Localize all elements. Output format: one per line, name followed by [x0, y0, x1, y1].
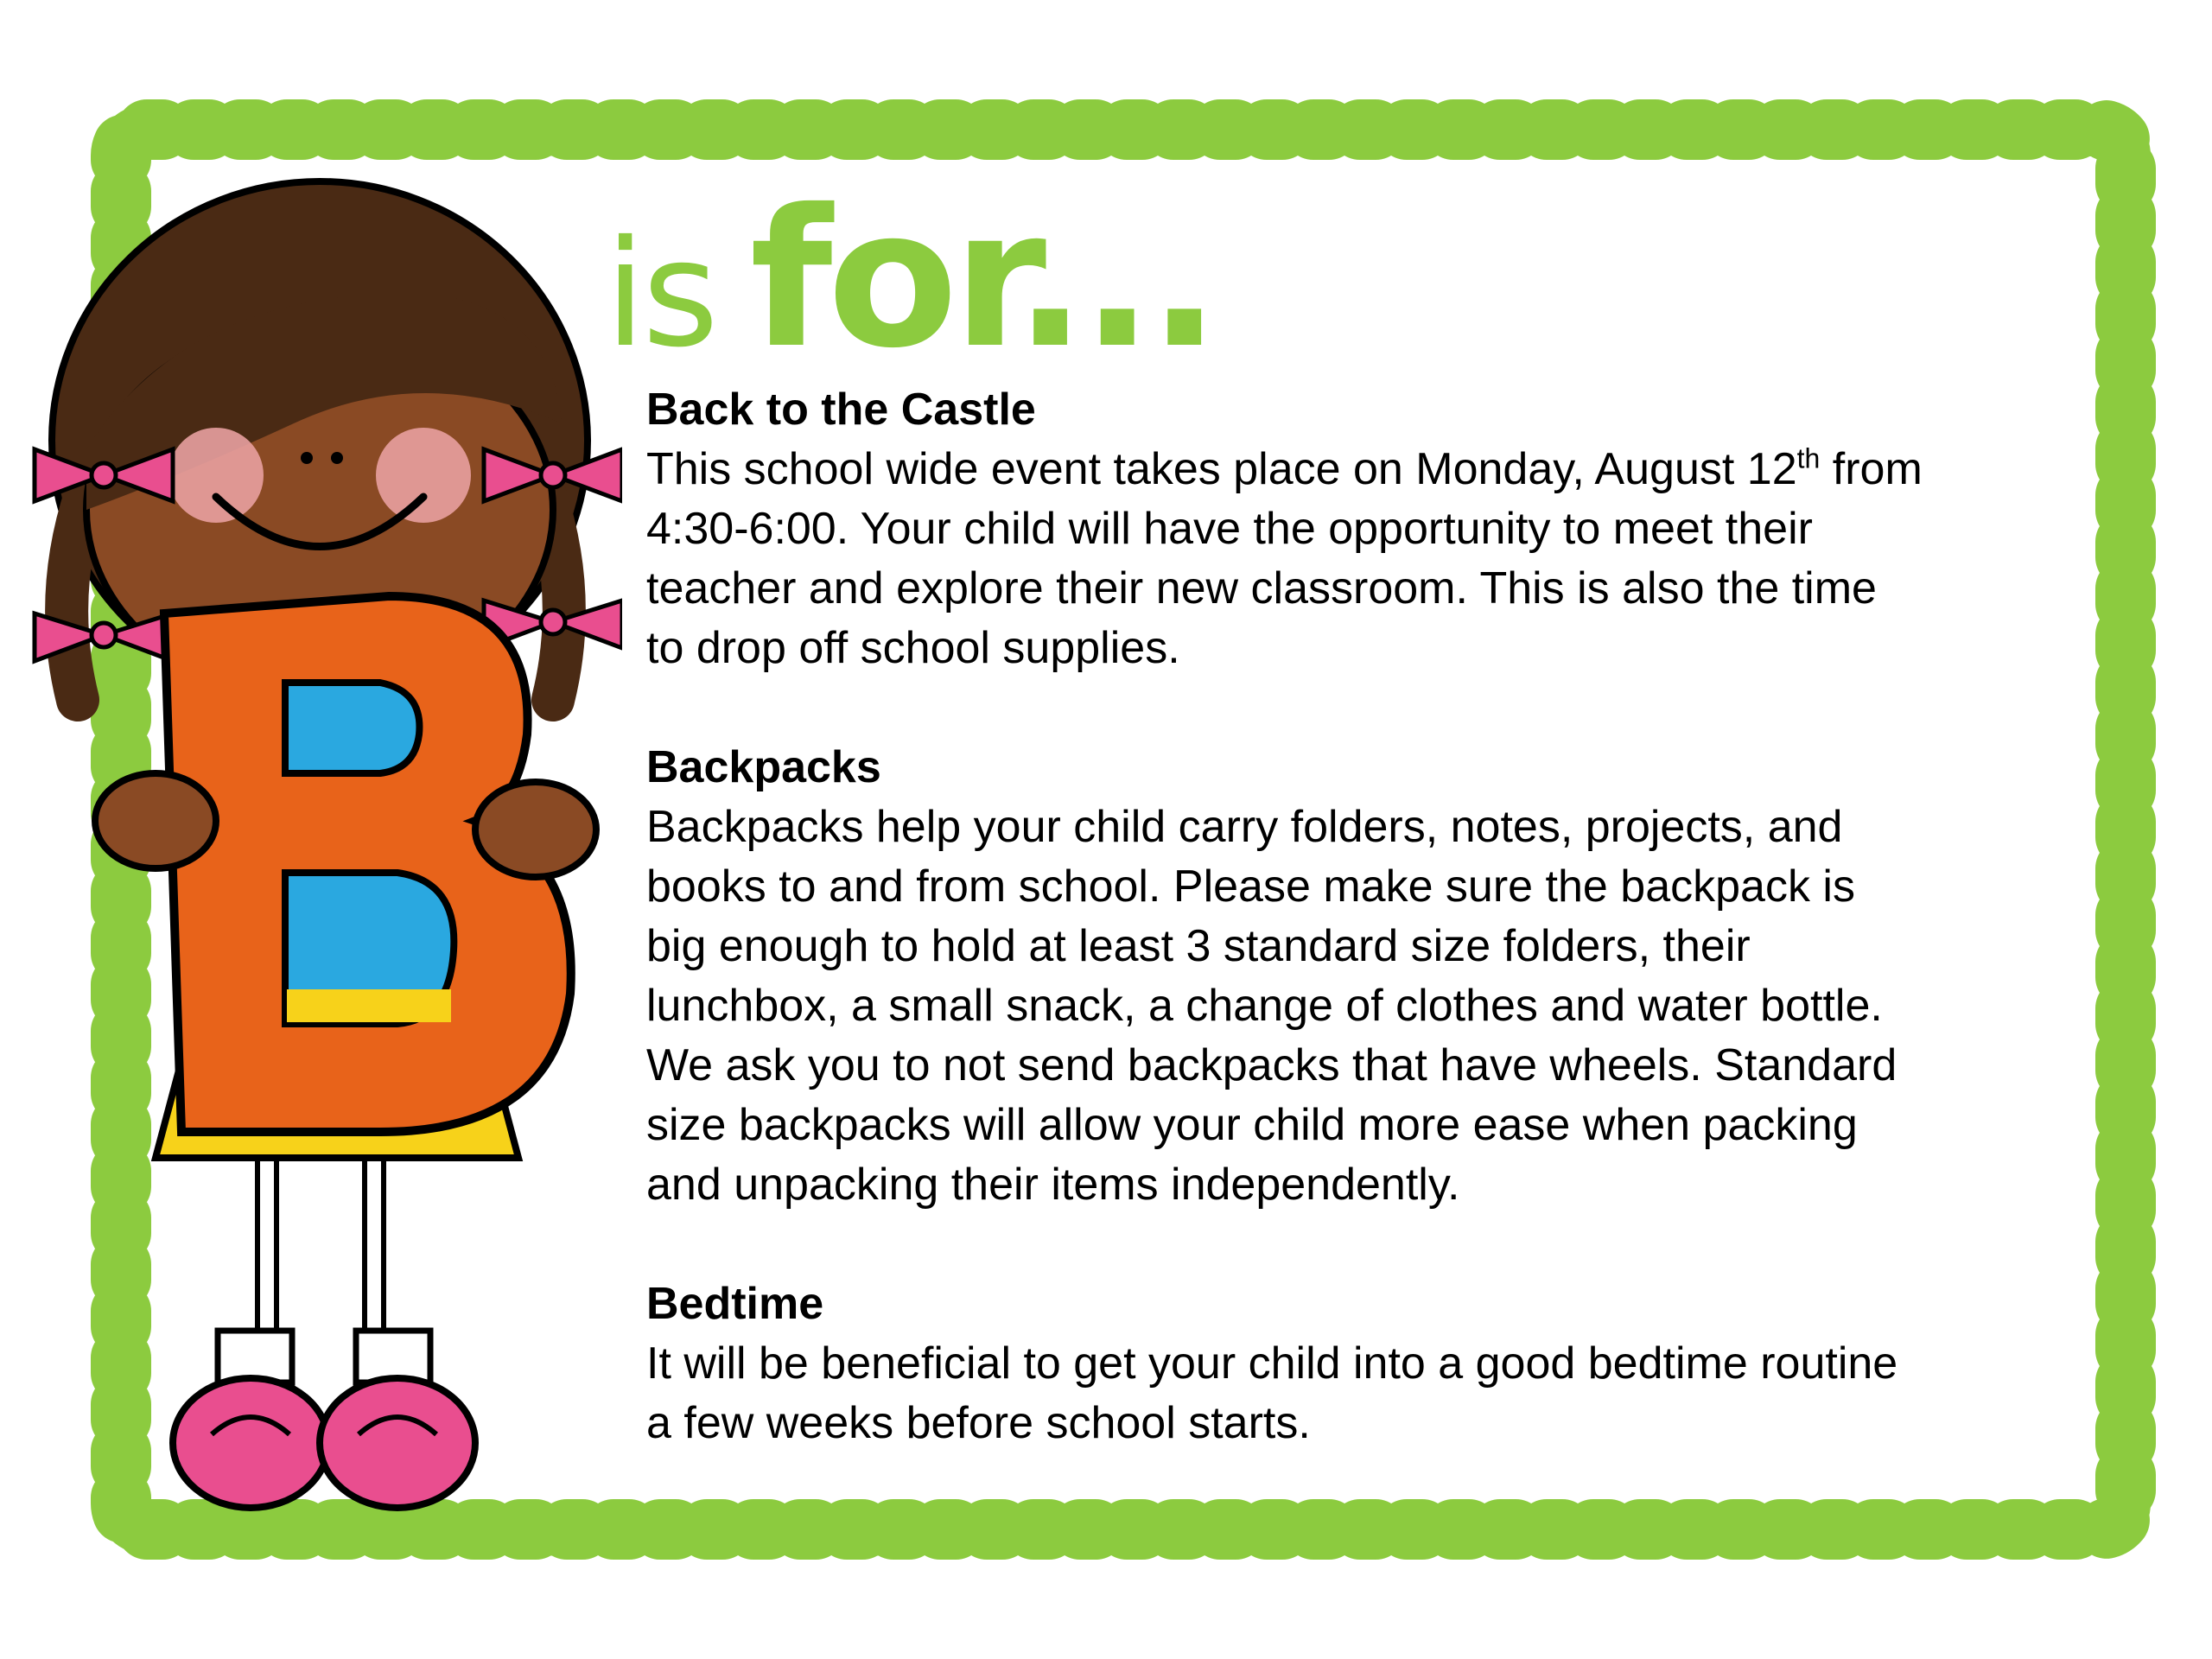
girl-holding-letter-b-illustration — [17, 164, 622, 1529]
right-shoe — [320, 1378, 475, 1508]
section-body: It will be beneficial to get your child into a good bedtime routine a few weeks before school starts. — [646, 1338, 1898, 1448]
section-body — [646, 440, 2098, 678]
body-text: This school wide event takes place on Monday, August 12 — [646, 444, 1797, 494]
heading-is: is — [605, 209, 715, 380]
left-shoe — [173, 1378, 328, 1508]
section-title: Back to the Castle — [646, 385, 1036, 435]
section-bedtime — [646, 1274, 2098, 1453]
heading-for: for... — [749, 168, 1216, 390]
section-backpacks — [646, 738, 2098, 1215]
heading-is-for — [605, 168, 1216, 390]
body-text: from 4:30-6:00. Your child will have the opportunity to meet their teacher and explore their new classroom. This is also the time to drop off school supplies. — [646, 444, 1923, 673]
ordinal-suffix: th — [1796, 442, 1821, 474]
content-column — [646, 380, 2098, 1513]
section-title: Backpacks — [646, 742, 881, 792]
section-title: Bedtime — [646, 1279, 824, 1329]
section-body: Backpacks help your child carry folders, notes, projects, and books to and from school. Please make sure the backpack is big enough to hold at least 3 standard size folders, their lunchbox, a small snack, a change of clothes and water bottle. We ask you to not send backpacks that have wheels. Standard size backpacks will allow your child more ease when packing and unpacking their items independently. — [646, 802, 1897, 1210]
section-back-to-the-castle — [646, 380, 2098, 678]
